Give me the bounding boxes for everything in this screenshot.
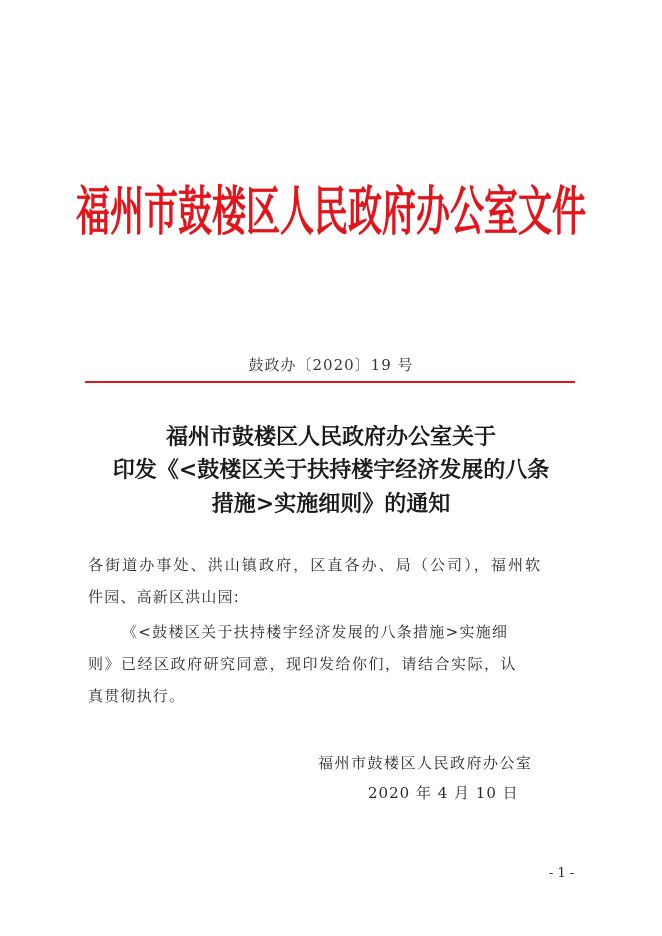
body-text-line-4: 则》已经区政府研究同意，现印发给你们，请结合实际，认 [88, 655, 518, 673]
document-number: 鼓政办〔2020〕19 号 [248, 356, 414, 374]
signature-organization: 福州市鼓楼区人民政府办公室 [318, 754, 533, 772]
body-text-line-5: 真贯彻执行。 [88, 687, 186, 705]
body-text-line-3: 《<鼓楼区关于扶持楼宇经济发展的八条措施>实施细 [122, 623, 509, 641]
red-divider-line [85, 381, 575, 383]
signature-date: 2020 年 4 月 10 日 [368, 784, 519, 802]
notice-title-line-3: 措施>实施细则》的通知 [211, 491, 451, 517]
masthead-title: 福州市鼓楼区人民政府办公室文件 [76, 181, 586, 244]
body-text-line-2: 件园、高新区洪山园: [88, 588, 241, 606]
page-number: - 1 - [549, 866, 575, 881]
notice-title-line-1: 福州市鼓楼区人民政府办公室关于 [165, 424, 496, 450]
body-text-line-1: 各街道办事处、洪山镇政府，区直各办、局（公司），福州软 [88, 556, 543, 574]
notice-title-line-2: 印发《<鼓楼区关于扶持楼宇经济发展的八条 [112, 457, 550, 483]
